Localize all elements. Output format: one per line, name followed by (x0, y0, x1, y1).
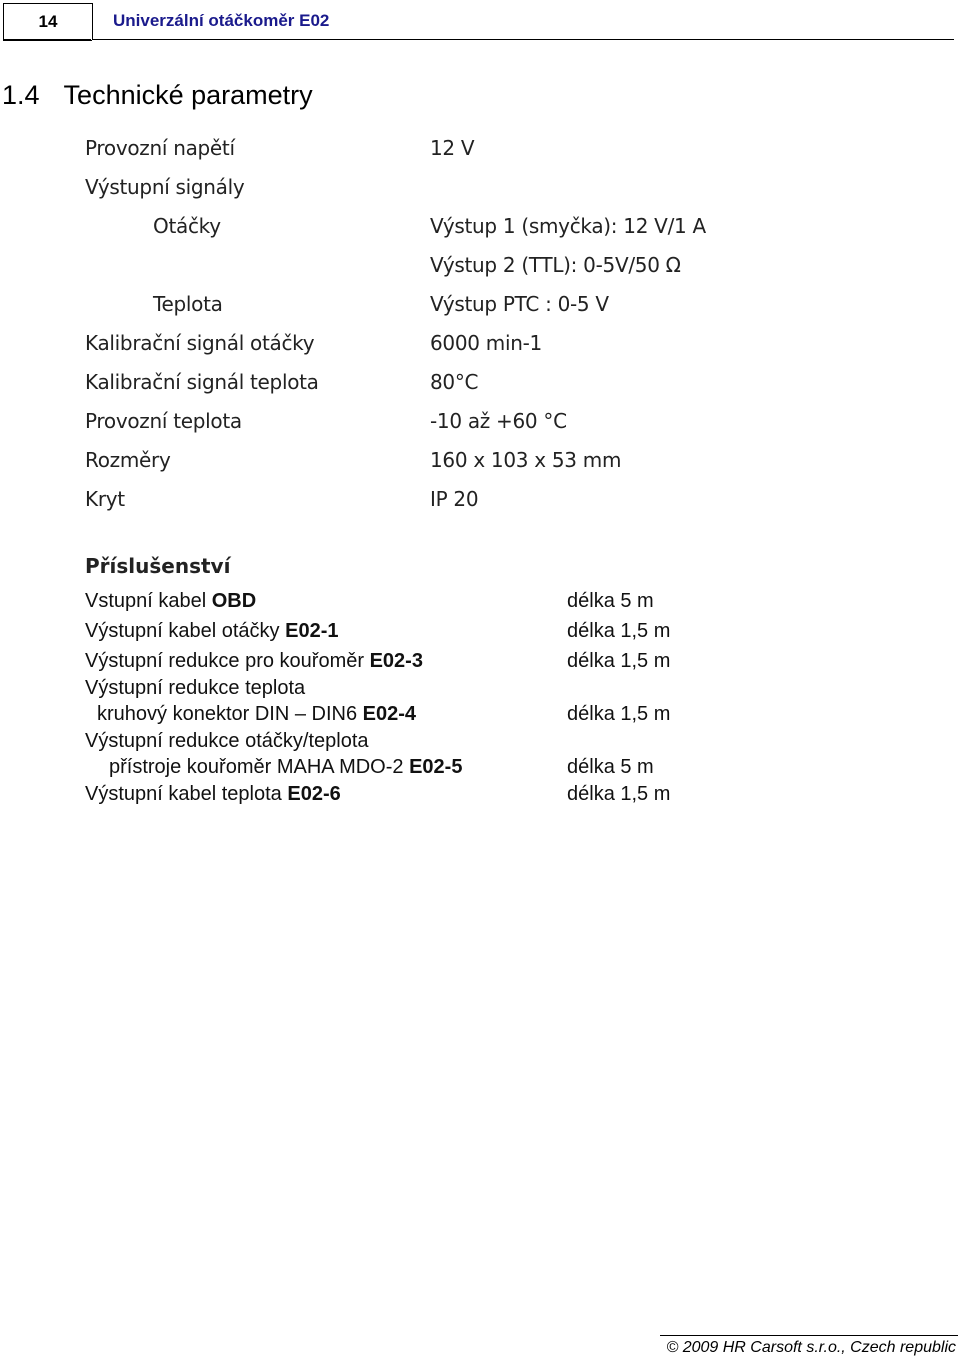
spec-label-cal-rpm: Kalibrační signál otáčky (85, 331, 315, 355)
accessories-heading: Příslušenství (85, 554, 231, 578)
spec-label-temp: Teplota (153, 292, 223, 316)
accessory-item: kruhový konektor DIN – DIN6 E02-4 (97, 703, 417, 725)
accessory-item: Vstupní kabel OBD (85, 590, 257, 612)
spec-value-rpm-2: Výstup 2 (TTL): 0-5V/50 Ω (430, 253, 681, 277)
accessory-length: délka 1,5 m (567, 703, 671, 725)
spec-label-rpm: Otáčky (153, 214, 221, 238)
header-rule (92, 39, 954, 40)
spec-value-cal-temp: 80°C (430, 370, 479, 394)
spec-value-cover: IP 20 (430, 487, 479, 511)
spec-value-rpm-1: Výstup 1 (smyčka): 12 V/1 A (430, 214, 706, 238)
accessory-item: Výstupní kabel otáčky E02-1 (85, 620, 339, 642)
spec-label-dims: Rozměry (85, 448, 171, 472)
running-title: Univerzální otáčkoměr E02 (92, 3, 954, 39)
accessory-item: Výstupní redukce otáčky/teplota (85, 730, 369, 752)
accessory-length: délka 1,5 m (567, 620, 671, 642)
accessory-item: přístroje kouřoměr MAHA MDO-2 E02-5 (109, 756, 463, 778)
accessory-length: délka 5 m (567, 590, 654, 612)
spec-value-temp: Výstup PTC : 0-5 V (430, 292, 609, 316)
page-number: 14 (3, 3, 92, 41)
section-heading (2, 80, 313, 111)
spec-label-supply: Provozní napětí (85, 136, 235, 160)
spec-label-cal-temp: Kalibrační signál teplota (85, 370, 319, 394)
section-number: 1.4 (2, 80, 40, 110)
accessory-length: délka 1,5 m (567, 650, 671, 672)
footer-rule (660, 1335, 958, 1336)
spec-label-outputs: Výstupní signály (85, 175, 245, 199)
accessory-length: délka 1,5 m (567, 783, 671, 805)
accessory-item: Výstupní redukce teplota (85, 677, 306, 699)
spec-label-cover: Kryt (85, 487, 125, 511)
spec-value-cal-rpm: 6000 min-1 (430, 331, 542, 355)
accessory-length: délka 5 m (567, 756, 654, 778)
accessory-item: Výstupní kabel teplota E02-6 (85, 783, 341, 805)
accessory-item: Výstupní redukce pro kouřoměr E02-3 (85, 650, 423, 672)
spec-value-dims: 160 x 103 x 53 mm (430, 448, 622, 472)
spec-label-op-temp: Provozní teplota (85, 409, 242, 433)
section-title: Technické parametry (63, 80, 313, 110)
spec-value-supply: 12 V (430, 136, 475, 160)
footer-copyright: © 2009 HR Carsoft s.r.o., Czech republic (666, 1339, 956, 1356)
spec-value-op-temp: -10 až +60 °C (430, 409, 567, 433)
